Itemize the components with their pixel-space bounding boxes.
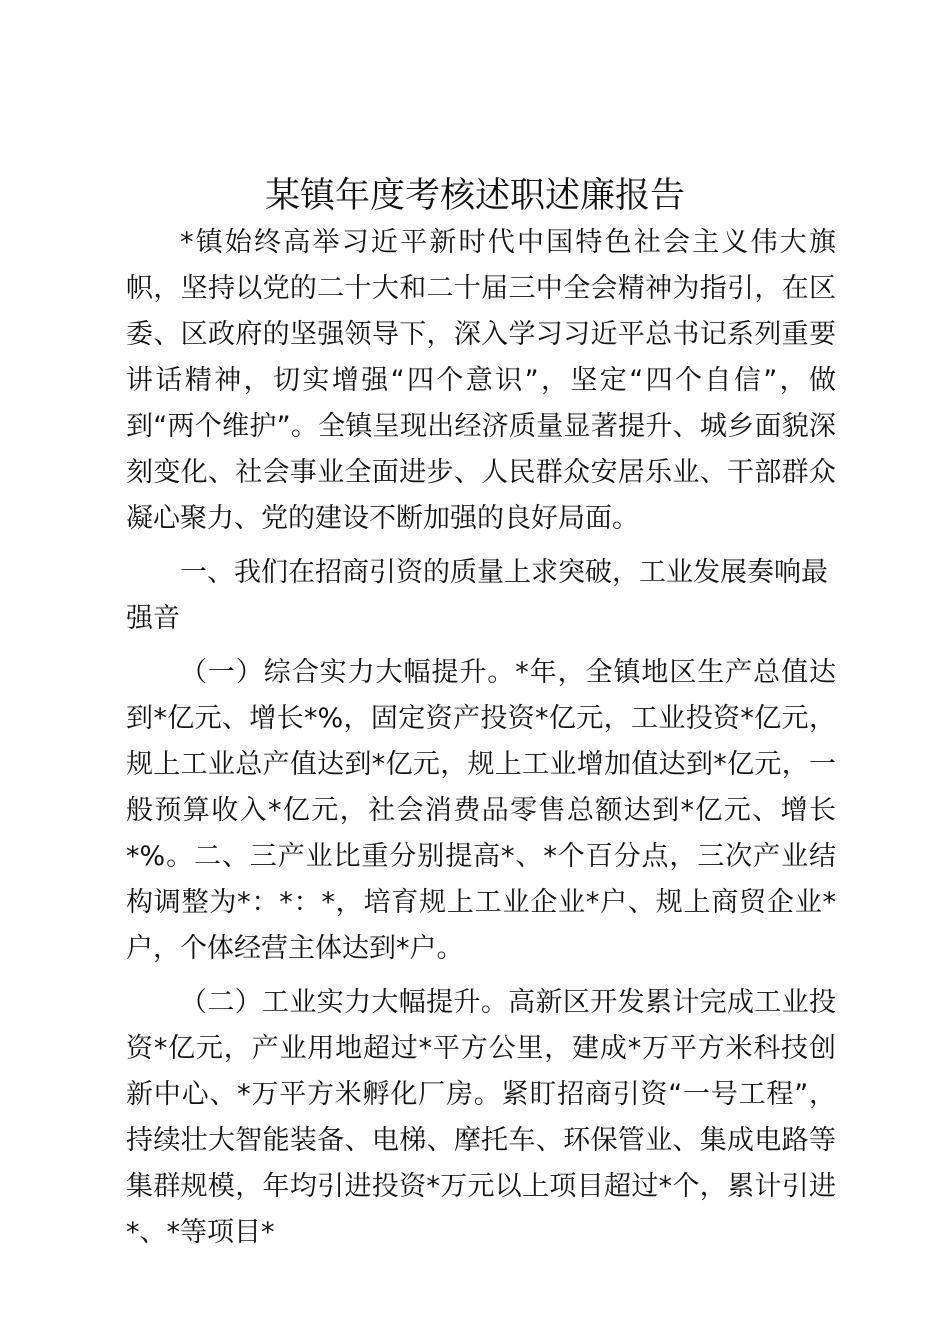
document-body	[126, 220, 836, 1256]
subsection-paragraph-1: （一）综合实力大幅提升。*年，全镇地区生产总值达到*亿元、增长*%，固定资产投资*亿元，工业投资*亿元，规上工业总产值达到*亿元，规上工业增加值达到*亿元，一般预算收入*亿元，社会消费品零售总额达到*亿元、增长*%。二、三产业比重分别提高*、*个百分点，三次产业结构调整为*：*：*，培育规上工业企业*户、规上商贸企业*户，个体经营主体达到*户。	[126, 657, 836, 964]
intro-paragraph: *镇始终高举习近平新时代中国特色社会主义伟大旗帜，坚持以党的二十大和二十届三中全会精神为指引，在区委、区政府的坚强领导下，深入学习习近平总书记系列重要讲话精神，切实增强“四个意识”，坚定“四个自信”，做到“两个维护”。全镇呈现出经济质量显著提升、城乡面貌深刻变化、社会事业全面进步、人民群众安居乐业、干部群众凝心聚力、党的建设不断加强的良好局面。	[126, 227, 836, 534]
subsection-paragraph-2: （二）工业实力大幅提升。高新区开发累计完成工业投资*亿元，产业用地超过*平方公里，建成*万平方米科技创新中心、*万平方米孵化厂房。紧盯招商引资“一号工程”，持续壮大智能装备、电梯、摩托车、环保管业、集成电路等集群规模，年均引进投资*万元以上项目超过*个，累计引进*、*等项目*	[126, 987, 836, 1248]
section-heading: 一、我们在招商引资的质量上求突破，工业发展奏响最强音	[126, 557, 828, 634]
document-title: 某镇年度考核述职述廉报告	[264, 176, 685, 216]
